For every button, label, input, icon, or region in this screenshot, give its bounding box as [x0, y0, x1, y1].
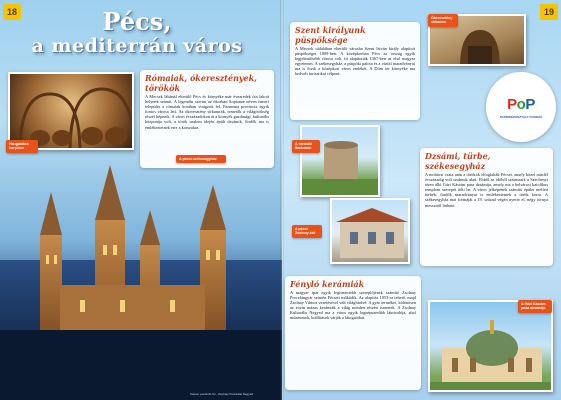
photo-barbakan: [300, 125, 380, 197]
pop-logo: [486, 72, 556, 142]
section-romaiak: [140, 70, 274, 168]
caption-tomb: Ókeresztény sírkamra: [428, 14, 458, 27]
section-text: A magyar ipar egyik legismertebb szereplőjének számító Zsolnay Porcelángyár szintén Pécsett működik. Az alapítás 1853-ra tehető, majd Zsolnay Vilmos vezetésével vált világhírűvé. A gyár termékei, különösen az eozin mázas kerámiák a világ minden részén ismertek. A Zsolnay Kulturális Negyed ma a város egyik legnépszerűbb látnivalója, ahol múzeumok, kiállítások várják a látogatókat.: [290, 290, 416, 321]
barbakan-tower: [302, 127, 380, 197]
logo-subtitle: PAPÍRKÉPOSZTÁLY FORRÁS: [499, 114, 543, 119]
zsolnay-well-building: [332, 200, 410, 264]
section-dzsami: [420, 148, 553, 266]
mosque-building: [430, 302, 553, 392]
wine-cellar-arches: [10, 74, 134, 150]
page-number-right: 19: [540, 4, 558, 20]
logo-letter: P: [507, 95, 517, 113]
logo-letter: P: [525, 95, 535, 113]
photo-zsolnay-well: [330, 198, 410, 264]
caption-cathedral: A pécsi székesegyház: [176, 155, 226, 163]
photo-credit: Képek: pecsinfo.hu · Zsolnay Kulturális Negyed: [190, 392, 254, 396]
title-line-1: Pécs,: [102, 7, 172, 36]
section-zsolnay: [285, 276, 421, 390]
page-title: [22, 7, 252, 57]
section-text: A mohácsi csata után a törökök elfoglalták Pécset, amely közel másfél évszázadig volt uralmuk alatt. Ebből az időből származik a Széchenyi téren álló Gázi Kászim pasa dzsámija, amely ma a belvárosi katolikus templom szerepét tölti be. A város jelképének számító épület mellett türbék, fürdők maradványai is emlékeztetnek a török korra. A székesegyház mai formáját a 19. század végén nyerte el, négy tornya messziről látható.: [425, 172, 548, 208]
section-heading: Fényló kerámiák: [290, 279, 365, 289]
photo-wine-cellar: [8, 72, 134, 150]
section-text: A Mecsek oldalában elterülő városba Szent István király alapított püspökséget 1009-ben. A középkorban Pécs az ország egyik legjelentősebb városa volt, itt alapították 1367-ben az első magyar egyetemet. A székesegyház, a püspöki palota és a várfal maradványai ma is őrzik a középkori város emlékét. A Dóm tér környéke ma kedvelt turisztikai célpont.: [295, 46, 415, 77]
caption-zsolnay-well: A pécsi Zsolnay-kút: [292, 225, 322, 238]
title-line-2: a mediterrán város: [31, 35, 243, 57]
logo-letter: o: [516, 95, 526, 113]
section-heading: Dzsámi, türbe, székesegyház: [425, 151, 491, 171]
section-puspokseg: [290, 22, 420, 120]
caption-barbakan: A városfal Barbakán: [292, 140, 320, 153]
section-heading: Rómaiak, ókeresztények, törökök: [145, 73, 257, 93]
caption-mosque: A Gázi Kászim pasa dzsámija: [518, 300, 552, 313]
logo-text: [507, 96, 535, 113]
photo-mosque: [428, 300, 553, 392]
caption-wine-cellar: Hangulatos borpince: [6, 140, 38, 153]
section-text: A Mecsek lábánál elterülő Pécs és környéke már évezredek óta lakott helynek számít. A legendás szerint az ókorban Sopianae néven ismert település a rómaiak korában virágzott fel, Pannonia provincia egyik fontos városa lett. Az ókeresztény sírkamrák, temetők a világörökség részét képezik. A város évszázadokon át a környék gazdasági, kulturális központja volt, a török uralom idején épült dzsámik, fürdők ma is emlékeztetnek erre a korszakra.: [145, 94, 269, 130]
page-gutter: [280, 0, 284, 400]
section-heading: Szent királyunk püspöksége: [295, 25, 366, 45]
page-number-left: 18: [3, 4, 21, 20]
